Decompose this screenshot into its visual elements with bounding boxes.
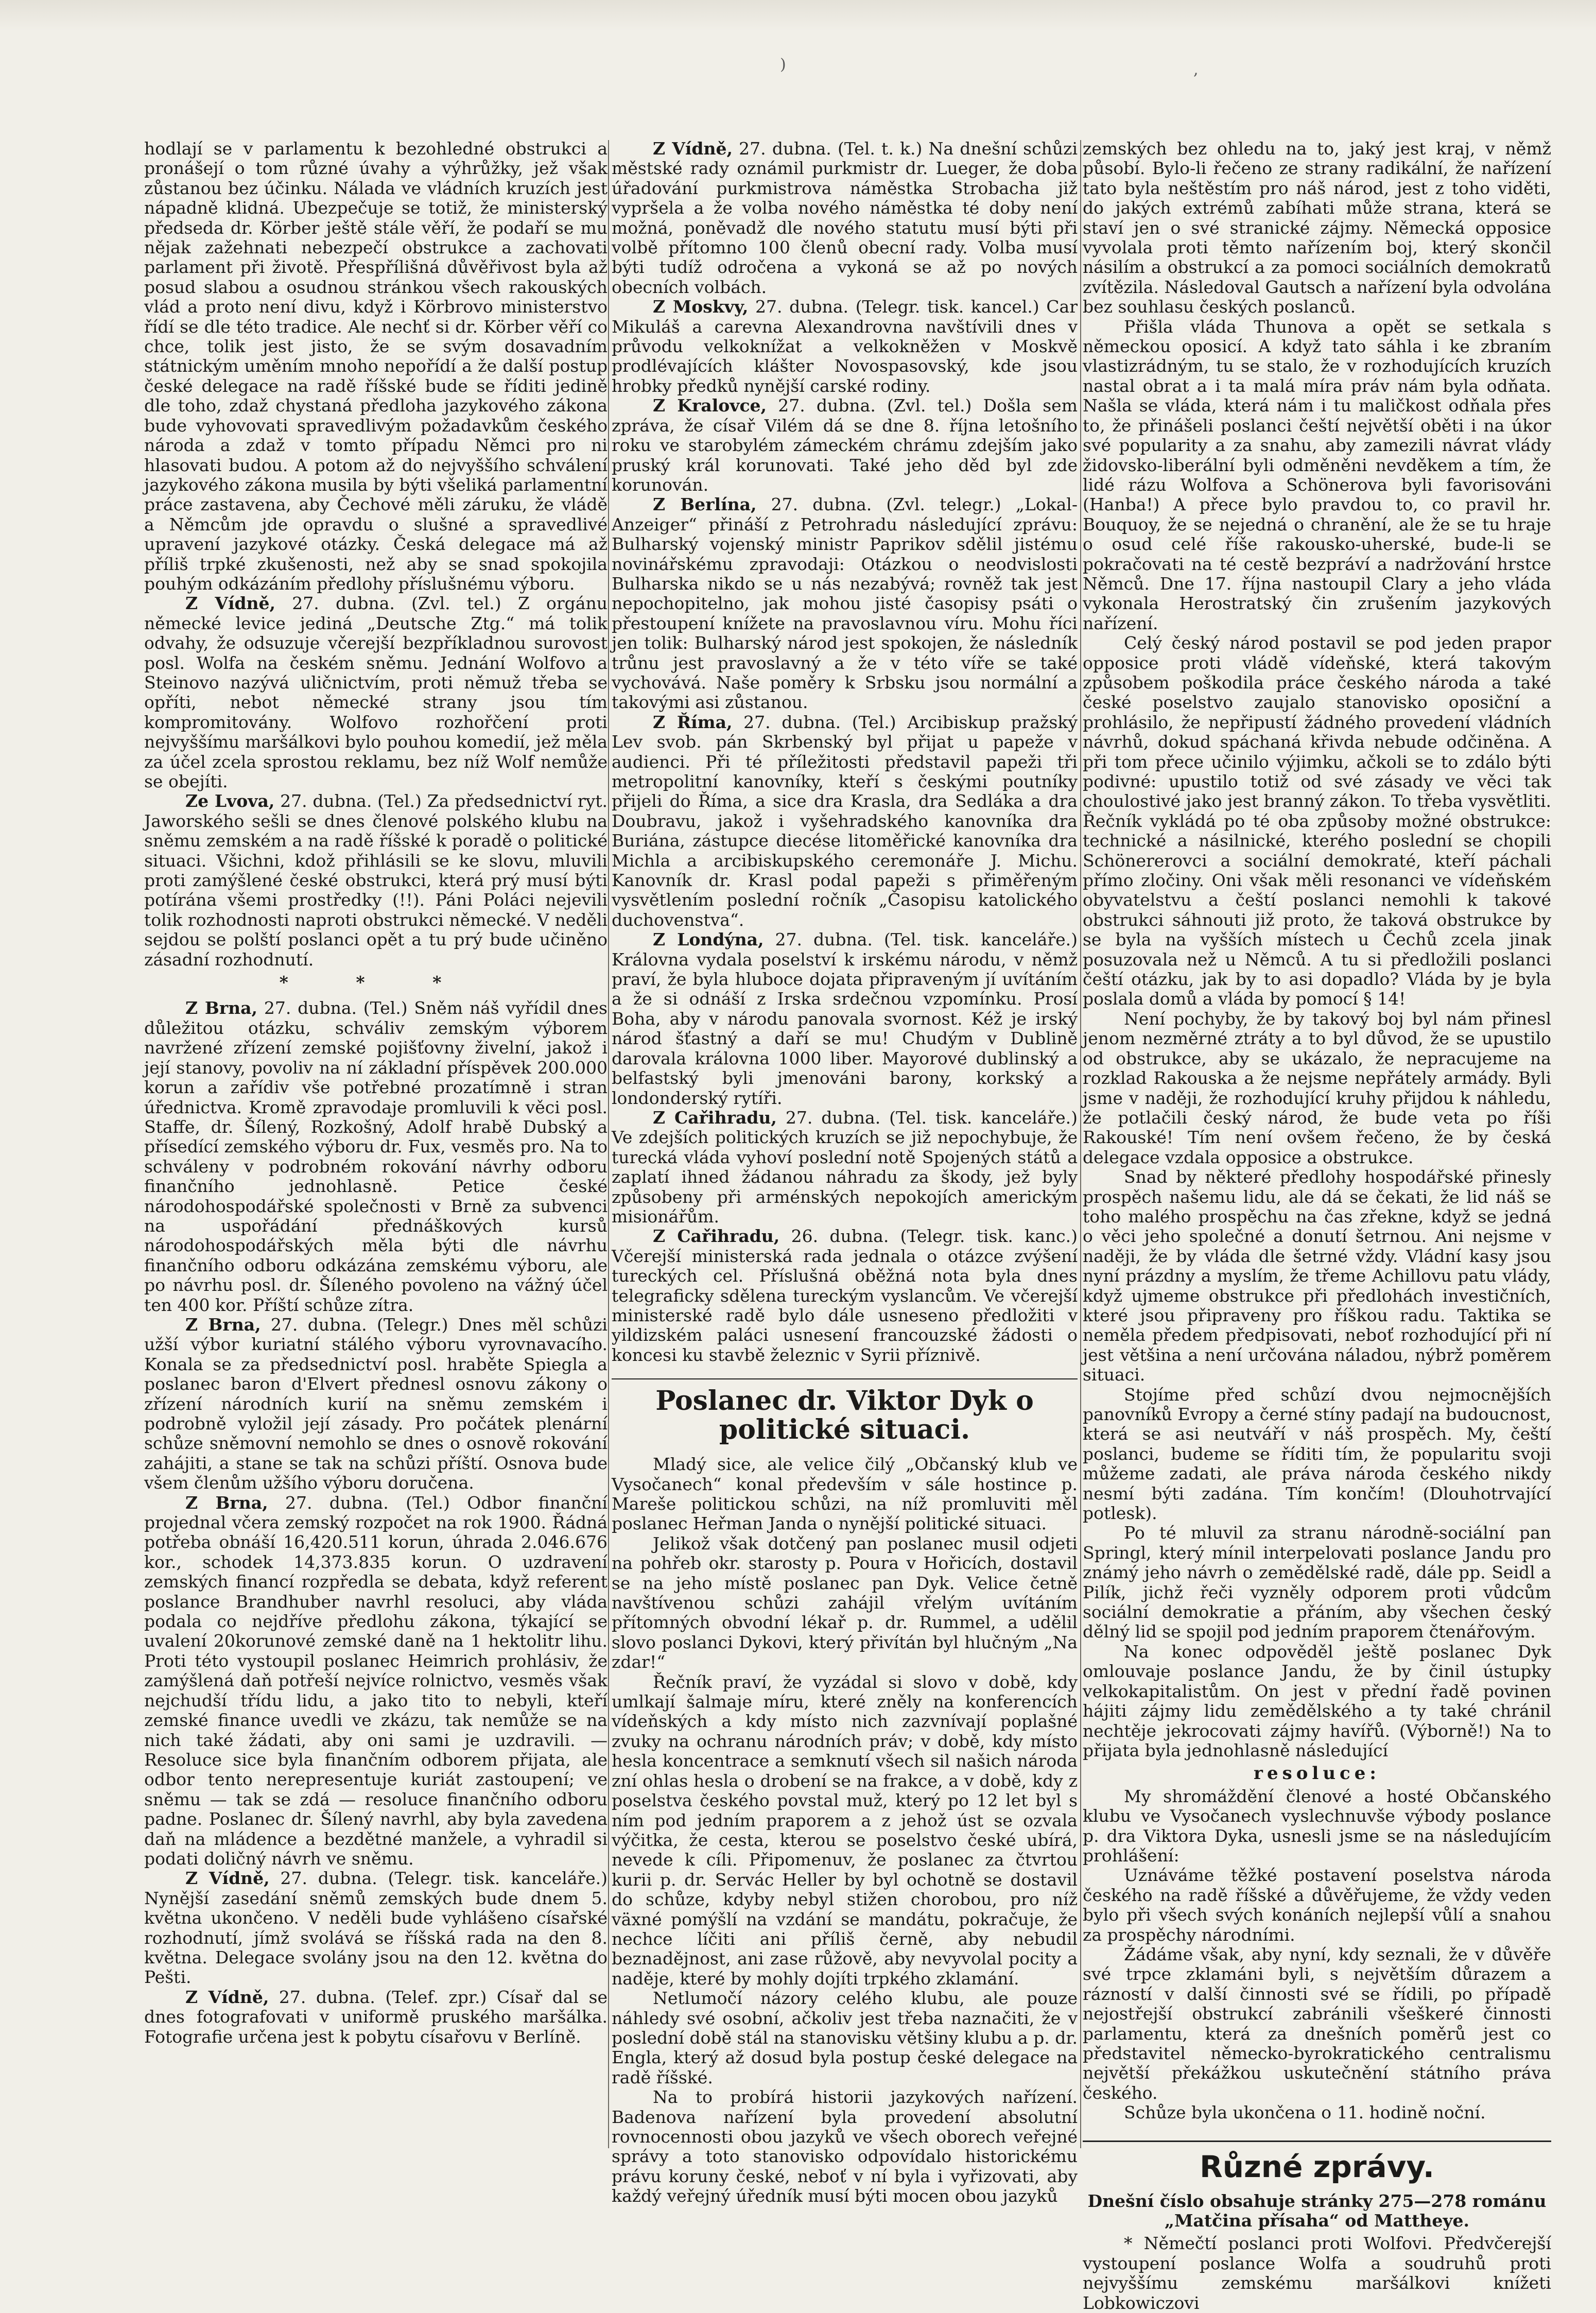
article-paragraph: [612, 1534, 1078, 1672]
paragraph-text: 27. dubna. (Telegr. tisk. kanceláře.) Nynější zasedání sněmů zemských bude dnem 5. května ukončeno. V neděli bude vyhlášeno císařské rozhodnutí, jímž svolává se říšská rada na den 8. května. Delegace svolány jsou na den 12. května do Pešti.: [144, 1868, 608, 1988]
paragraph-text: 27. dubna. (Zvl. tel.) Došla sem zpráva, že císař Vilém dá se dne 8. října letošního roku ve starobylém zámeckém chrámu zdejším jako pruský král korunovati. Také jeho děd byl zde korunován.: [612, 395, 1078, 495]
article-paragraph: [144, 1988, 608, 2047]
article-paragraph: [612, 1227, 1078, 1365]
paragraph-text: 27. dubna. (Telegr. tisk. kancel.) Car Mikuláš a carevna Alexandrovna navštívili dnes v průvodu velkoknížat a velkokněžen v Moskvě prodlévajících klášter Novospasovský, kde jsou hrobky předků nynější carské rodiny.: [612, 297, 1078, 396]
dateline: Z Vídně,: [653, 139, 733, 159]
article-headline: Poslanec dr. Viktor Dyk o politické situaci.: [612, 1378, 1078, 1444]
paragraph-text: Není pochyby, že by takový boj byl nám přinesl jenom nezměrné ztráty a to byl důvod, že se upustilo od obstrukce, aby se ukázalo, že nepracujeme na rozklad Rakouska a že nejsme nepřátely armády. Byli jsme v naději, že rozhodující kruhy přijdou k náhledu, že potlačili český národ, že bude veta po říši Rakouské! Tím není ovšem řečeno, že by česká delegace vzdala opposice a obstrukce.: [1083, 1008, 1551, 1167]
paragraph-text: Celý český národ postavil se pod jeden prapor opposice proti vládě vídeňské, která takovým způsobem poškodila práce českého národa a také české poselstvo zaujalo stanovisko oposiční a prohlásilo, že nepřipustí žádného provedení vládních návrhů, dokud spáchaná křivda nebude odčiněna. A při tom přece učinilo výjimku, ačkoli se to zdálo býti podivné: upustilo totiž od své zásady ve věci tak choulostivé jako jest branný zákon. To třeba vysvětliti. Řečník vykládá po té oba způsoby možné obstrukce: technické a násilnické, kterého poslední se chopili Schönererovci a sociální demokraté, kteří páchali přímo zločiny. Oni však měli resonanci ve vídeňském obyvatelstvu a čeští poslanci nemohli k takové obstrukci sáhnouti již proto, že taková obstrukce by se byla na vyšších místech u Čechů zcela jinak posuzovala než u Němců. A tu si předložili poslanci čeští otázku, jak by to asi dopadlo? Vláda by je byla poslala domů a vláda by pomocí § 14!: [1083, 633, 1551, 1009]
article-paragraph: [1083, 1787, 1551, 1866]
article-paragraph: [144, 139, 608, 594]
paragraph-text: hodlají se v parlamentu k bezohledné obstrukci a pronášejí o tom různé úvahy a výhrůžky, jež však zůstanou bez účinku. Nálada ve vládních kruzích jest nápadně klidná. Ubezpečuje se totiž, že ministerský předseda dr. Körber ještě stále věří, že podaří se mu nějak zažehnati nebezpečí obstrukce a zachovati parlament při životě. Přespřílišná důvěřivost byla až posud slabou a osudnou stránkou všech rakouských vlád a proto není divu, když i Körbrovo ministerstvo řídí se dle této tradice. Ale nechť si dr. Körber věří co chce, tolik jest jisto, že se svým dosavadním státnickým uměním mnoho nepořídí a že další postup české delegace na radě říšské bude se říditi jedině dle toho, zdaž chystaná předloha jazykového zákona bude vyhovovati spravedlivým požadavkům českého národa a zdaž v tomto případu Němci pro ni hlasovati budou. A potom až do nejvyššího schválení jazykového zákona musila by býti všeliká parlamentní práce zastavena, aby Čechové měli záruku, že vládě a Němcům jde opravdu o slušné a spravedlivé upravení jazykové otázky. Česká delegace má až příliš trpké zkušenosti, než aby se snad spokojila pouhým odkázáním předlohy příslušnému výboru.: [144, 139, 608, 594]
dateline: Ze Lvova,: [185, 791, 275, 812]
dateline: Z Kralovce,: [653, 395, 767, 416]
article-paragraph: [144, 1493, 608, 1869]
scan-top-edge: [0, 0, 1596, 31]
dateline: Z Moskvy,: [653, 297, 749, 317]
scan-mark: ): [780, 56, 786, 74]
section-separator: * * *: [279, 972, 473, 993]
column-left: [144, 139, 608, 2199]
paragraph-text: Na to probírá historii jazykových nařízení. Badenova nařízení byla provedení absolutní rovnocennosti obou jazyků ve všech oborech veřejné správy a toto stanovisko odpovídalo historickému právu koruny české, neboť v ní byla i vyřizovati, aby každý veřejný úředník musí býti mocen obou jazyků: [612, 2087, 1078, 2206]
article-paragraph: [1083, 1167, 1551, 1385]
paragraph-text: 27. dubna. (Zvl. tel.) Z orgánu německé levice jediná „Deutsche Ztg.“ má tolik odvahy, že odsuzuje včerejší bezpříkladnou surovost posl. Wolfa na českém sněmu. Jednání Wolfovo a Steinovo nazývá uličnictvím, proti němuž třeba se opříti, nebot německé strany jsou tím kompromitovány. Wolfovo rozhořčení proti nejvyššímu maršálkovi bylo pouhou komedií, jež měla za účel zcela sprostou reklamu, bez níž Wolf nemůže se obejíti.: [144, 593, 608, 791]
paragraph-text: 27. dubna. (Tel.) Odbor finanční projednal včera zemský rozpočet na rok 1900. Řádná potřeba obnáší 16,420.511 korun, úhrada 2.046.676 kor., schodek 14,373.835 korun. O uzdravení zemských financí rozpředla se debata, když referent poslance Brandhuber navrhl resoluci, aby vláda podala co nejdříve předlohu zákona, týkající se uvalení 20korunové zemské daně na 1 hektolitr lihu. Proti této vystoupil poslanec Heimrich prohlásiv, že zamýšlená daň potřeší nejvíce rolnictvo, vesměs však nejchudší třídu lidu, a jako tito to nebyli, kteří zemské finance uvedli ve zkázu, tak nemůže se na nich také žádati, aby oni sami je uzdravili. — Resoluce sice byla finančním odborem přijata, ale odbor tento nerepresentuje kuriát zastoupení; ve sněmu — tak se zdá — resoluce finančního odboru padne. Poslanec dr. Šílený navrhl, aby byla zavedena daň na mládence a bezdětné manžele, a vyhradil si podati doličný návrh ve sněmu.: [144, 1492, 608, 1869]
dateline: Z Říma,: [653, 712, 733, 732]
paragraph-text: Jelikož však dotčený pan poslanec musil odjeti na pohřeb okr. starosty p. Poura v Hořicích, dostavil se na jeho místě poslanec pan Dyk. Velice četně navštívenou schůzi zahájil vřelým uvítáním přítomných obvodní lékař p. dr. Rummel, a udělil slovo poslanci Dykovi, který přivítán byl hlučným „Na zdar!“: [612, 1533, 1078, 1672]
article-paragraph: [1083, 317, 1551, 634]
paragraph-text: 27. dubna. (Telegr.) Dnes měl schůzi užší výbor kuriatní stálého výboru vyrovnavacího. Konala se za předsednictví posl. hraběte Spiegla a poslanec baron d'Elvert přednesl osnovu zákony o zřízení národních kurií na sněmu zemském i podrobně vyložil její zásady. Pro počátek plenární schůze sněmovní nemohlo se dnes o osnově rokování zahájiti, a stane se tak na schůzi příští. Osnova bude všem členům užšího výboru doručena.: [144, 1314, 608, 1493]
article-paragraph: [612, 495, 1078, 712]
paragraph-text: 27. dubna. (Zvl. telegr.) „Lokal-Anzeiger“ přináší z Petrohradu následující zprávu: Bulharský vojenský ministr Paprikov sdělil jistému novinářskému zpravodaji: Otázkou o neodvislosti Bulharska nikdo se u nás nezabývá; rovněž tak jest nepochopitelno, jak mohou jisté časopisy psáti o přestoupení knížete na pravoslavnou víru. Mohu říci jen tolik: Bulharský národ jest spokojen, že následník trůnu jest pravoslavný a že v této víře se také vychovává. Naše poměry k Srbsku jsou normální a takovými asi zůstanou.: [612, 494, 1078, 713]
article-paragraph: [612, 1108, 1078, 1227]
article-paragraph: [612, 1455, 1078, 1534]
article-paragraph: [1083, 1945, 1551, 2103]
dateline: Z Berlína,: [653, 494, 757, 515]
article-paragraph: [144, 791, 608, 970]
article-paragraph: [612, 297, 1078, 396]
paragraph-text: Mladý sice, ale velice čilý „Občanský klub ve Vysočanech“ konal především v sále hostince p. Mareše politickou schůzi, na níž promluviti měl poslanec Heřman Janda o nynější politické situaci.: [612, 1454, 1078, 1534]
dateline: Z Vídně,: [185, 1868, 270, 1889]
article-paragraph: [144, 998, 608, 1315]
paragraph-text: Řečník praví, že vyzádal si slovo v době, kdy umlkají šalmaje míru, které zněly na konferencích vídeňských a kdy místo nich zazvnívají poplašné zvuky na ochranu národních práv; v době, kdy místo hesla koncentrace a semknutí všech sil našich národa zní ohlas hesla o drobení se na frakce, a v době, kdy z poselstva českého povstal muž, který po 12 let byl s ním pod jedním praporem a z jehož úst se ozvala výčitka, že cesta, kterou se poselstvo české ubírá, nevede k cíli. Připomenuv, že poslanec za čtvrtou kurii p. dr. Servác Heller by byl ochotně se dostavil do schůze, kdyby nebyl stižen chorobou, pro níž växné pomýšlí na vzdání se mandátu, pokračuje, že nechce líčiti ani příliš černě, aby nebudil beznadějnost, ani zase růžově, aby nevyvolal pocity a naděje, které by mohly dojíti trpkého zklamání.: [612, 1671, 1078, 1989]
paragraph-text: 27. dubna. (Tel.) Za předsednictví ryt. Jaworského sešli se dnes členové polského klubu na sněmu zemském a na radě říšské k poradě o politické situaci. Všichni, kdož přihlásili se ke slovu, mluvili proti zamýšlené české obstrukci, která prý musí býti potírána všemi prostředky (!!). Páni Poláci nejevili tolik rozhodnosti naproti obstrukci německé. V neděli sejdou se polští poslanci opět a tu prý bude učiněno zásadní rozhodnutí.: [144, 791, 608, 970]
paragraph-text: 27. dubna. (Tel. tisk. kanceláře.) Ve zdejších politických kruzích se již nepochybuje, že turecká vláda vyhoví poslední notě Spojených států a zaplatí ihned žádanou náhradu za škody, jež byly způsobeny při arménských nepokojích americkým misionářům.: [612, 1107, 1078, 1227]
dateline: Z Cařihradu,: [653, 1226, 780, 1247]
article-paragraph: [1083, 1385, 1551, 1524]
paragraph-text: 27. dubna. (Tel.) Arcibiskup pražský Lev svob. pán Skrbenský byl přijat u papeže v audienci. Při té příležitosti představil papeži tři metropolitní kanovníky, kteří s českými poutníky přijeli do Říma, a sice dra Krasla, dra Sedláka a dra Doubravu, jakož i vyšehradského kanovníka dra Buriána, zástupce diecése litoměřické kanovníka dra Michla a arcibiskupského ceremonáře J. Michu. Kanovník dr. Krasl podal papeži s přiměřeným vysvětlením poslední ročník „Časopisu katolického duchovenstva“.: [612, 712, 1078, 930]
article-paragraph: [1083, 2234, 1551, 2313]
paragraph-text: zemských bez ohledu na to, jaký jest kraj, v němž působí. Bylo-li řečeno ze strany radikální, že nařízení tato byla neštěstím pro náš národ, jest z toho viděti, do jakých extrémů zabíhati může strana, která se staví jen o své stranické zájmy. Německá opposice vyvolala proti těmto nařízením boj, který skončil násilím a obstrukcí a za pomoci sociálních demokratů zvítězila. Následoval Gautsch a nařízení byla odvolána bez souhlasu českých poslanců.: [1083, 139, 1551, 317]
scan-mark: ,: [1193, 61, 1199, 79]
column-right: [1083, 139, 1551, 2313]
dateline: Z Brna,: [185, 1492, 268, 1513]
paragraph-text: 27. dubna. (Tel.) Sněm náš vyřídil dnes důležitou otázku, schváliv zemským výborem navržené zřízení zemské pojišťovny živelní, jakož i její stanovy, povoliv na ní základní příspěvek 200.000 korun a zařídiv vše potřebné prozatímně i stran úřednictva. Kromě zpravodaje promluvili k věci posl. Staffe, dr. Šílený, Rozkošný, Adolf hrabě Dubský a přísedící zemského výboru dr. Fux, vesměs pro. Na to schváleny v podrobném rokování návrhy odboru finančního jednohlasně. Petice české národohospodářské společnosti v Brně za subvenci na uspořádání přednáškových kursů národohospodářských měla býti dle návrhu finančního odboru odkázána zemskému výboru, ale po návrhu posl. dr. Šíleného povoleno na vážný účel ten 400 kor. Příští schůze zítra.: [144, 998, 608, 1315]
article-paragraph: [1083, 2103, 1551, 2122]
dateline: Z Brna,: [185, 998, 258, 1019]
article-paragraph: [612, 396, 1078, 495]
paragraph-text: Přišla vláda Thunova a opět se setkala s německou oposicí. A když tato sáhla i ke zbraním vlastizrádným, tu se stalo, že v rozhodujících kruzích nastal obrat a i ta malá míra práv nám byla odňata. Našla se vláda, která nám i tu maličkost odňala přes to, že přinášeli poslanci čeští největší oběti i na úkor své popularity a za snahu, aby zamezili návrat vlády židovsko-liberální byli odměněni nevděkem a tím, že lidé rázu Wolfova a Schönerova byli favorisováni (Hanba!) A přece bylo pravdou to, co pravil hr. Bouquoy, že se nejedná o chranění, ale že se tu hraje o osud celé říše rakousko-uherské, bude-li se pokračovati na té cestě bezpráví a nadržování hrstce Němců. Dne 17. října nastoupil Clary a jeho vláda vykonala Herostratský čin zrušením jazykových nařízení.: [1083, 316, 1551, 633]
article-paragraph: [1083, 633, 1551, 1009]
article-paragraph: [612, 139, 1078, 297]
paragraph-text: Snad by některé předlohy hospodářské přinesly prospěch našemu lidu, ale dá se čekati, že lid náš se toho malého prospěchu na čas zřekne, když se jedná o věci jeho společné a donutí šetrnou. Ani nejsme v naději, že by vláda dle šetrné vždy. Vládní kasy jsou nyní prázdny a myslím, že třeme Achillovu patu vlády, když ujmeme obstrukce při předlohách investičních, které jsou připraveny pro říškou radu. Taktika se neměla předem předpisovati, neboť rozhodující při ní jest většina a není určována náladou, nýbrž poměrem situaci.: [1083, 1167, 1551, 1385]
article-paragraph: [1083, 1866, 1551, 1945]
paragraph-text: Schůze byla ukončena o 11. hodině noční.: [1124, 2102, 1486, 2123]
article-paragraph: [1083, 1642, 1551, 1760]
paragraph-text: 27. dubna. (Tel. tisk. kanceláře.) Královna vydala poselství k irskému národu, v němž praví, že byla hluboce dojata připraveným jí uvítáním a že si odnáší z Irska srdečnou vzpomínku. Prosí Boha, aby v národu panovala svornost. Kéž je irský národ šťastný a daří se mu! Chudým v Dublině darovala královna 1000 liber. Mayorové dublinský a belfastský byli jmenováni barony, korkský a londonderský rytíři.: [612, 929, 1078, 1108]
dateline: Z Cařihradu,: [653, 1107, 777, 1128]
paragraph-text: Po té mluvil za stranu národně-sociální pan Springl, který mínil interpelovati poslance Jandu pro známý jeho návrh o zemědělské radě, dále pp. Seidl a Pilík, jichž řeči vyzněly odporem proti vůdcům sociální demokratie a přáním, aby všechen český dělný lid se spojil pod jedním praporem čtenářovým.: [1083, 1523, 1551, 1642]
article-paragraph: [612, 1672, 1078, 1989]
article-paragraph: [144, 1869, 608, 1987]
dateline: Z Vídně,: [185, 593, 276, 614]
paragraph-text: * Němečtí poslanci proti Wolfovi. Předvčerejší vystoupení poslance Wolfa a soudruhů proti nejvyššímu zemskému maršálkovi knížeti Lobkowiczovi: [1083, 2233, 1551, 2313]
paragraph-text: Žádáme však, aby nyní, kdy seznali, že v důvěře své trpce zklamáni byli, s největším důrazem a rázností v další činnosti své se řídili, po případě nejostřejší obstrukcí zabránili všeškeré činnosti parlamentu, která za dnešních poměrů jest co představitel německo-byrokratického centralismu největší překážkou uskutečnění státního práva českého.: [1083, 1944, 1551, 2103]
article-paragraph: [1083, 1523, 1551, 1642]
section-headline: Různé zprávy.: [1083, 2141, 1551, 2183]
article-paragraph: [612, 713, 1078, 930]
column-divider: [608, 140, 609, 2148]
paragraph-text: Netlumočí názory celého klubu, ale pouze náhledy své osobní, ačkoliv jest třeba naznačiti, že v poslední době stál na stanovisku většiny klubu a p. dr. Engla, který až dosud byla postup české delegace na radě říšské.: [612, 1988, 1078, 2087]
article-paragraph: [612, 2087, 1078, 2206]
article-paragraph: [612, 1989, 1078, 2087]
article-paragraph: [144, 594, 608, 791]
paragraph-text: My shromáždění členové a hosté Občanského klubu ve Vysočanech vyslechnuvše výbody poslance p. dra Viktora Dyka, usnesli jsme se na následujícím prohlášení:: [1083, 1786, 1551, 1866]
article-paragraph: [1083, 1009, 1551, 1167]
resolution-heading: resoluce:: [1254, 1763, 1380, 1784]
dateline: Z Londýna,: [653, 929, 764, 950]
paragraph-text: 27. dubna. (Tel. t. k.) Na dnešní schůzi městské rady oznámil purkmistr dr. Lueger, že doba úřadování purkmistrova náměstka Strobacha již vypršela a že volba nového náměstka té doby není možná, poněvadž dle nového statutu musí býti při volbě přítomno 100 členů obecní rady. Volba musí býti tudíž odročena a vykoná se až po nových obecních volbách.: [612, 139, 1078, 297]
notice-text: Dnešní číslo obsahuje stránky 275—278 románu „Matčina přísaha“ od Mattheye.: [1087, 2190, 1547, 2231]
paragraph-text: Uznáváme těžké postavení poselstva národa českého na radě říšské a důvěřujeme, že vždy veden bylo při všech svých konáních nejlepší vůlí a snahou za prospěchy národními.: [1083, 1865, 1551, 1945]
article-paragraph: [1083, 139, 1551, 317]
article-paragraph: [612, 930, 1078, 1108]
column-middle: [612, 139, 1078, 2206]
dateline: Z Vídně,: [185, 1987, 269, 2007]
column-divider: [1080, 140, 1081, 2148]
paragraph-text: Stojíme před schůzí dvou nejmocnějších panovníků Evropy a černé stíny padají na budoucnost, která se asi neutváří v náš prospěch. My, čeští poslanci, budeme se říditi tím, že popularitu svoji můžeme zadati, ale práva národa českého nikdy nesmí býti zadána. Tím končím! (Dlouhotrvající potlesk).: [1083, 1384, 1551, 1524]
paragraph-text: 26. dubna. (Telegr. tisk. kanc.) Včerejší ministerská rada jednala o otázce zvýšení tureckých cel. Příslušná oběžná nota byla dnes telegraficky sdělena tureckým vyslancům. Ve včerejší ministerské radě bylo dále usneseno předložiti v yildizském paláci usnesení francouzské žádosti o koncesi ku stavbě železnic v Syrii příznivě.: [612, 1226, 1078, 1365]
dateline: Z Brna,: [185, 1314, 261, 1335]
article-paragraph: [144, 1315, 608, 1493]
paragraph-text: 27. dubna. (Telef. zpr.) Císař dal se dnes fotografovati v uniformě pruského maršálka. Fotografie určena jest k pobytu císařovu v Berlíně.: [144, 1987, 608, 2047]
paragraph-text: Na konec odpověděl ještě poslanec Dyk omlouvaje poslance Jandu, že by činil ústupky velkokapitalistům. On jest v přední řadě povinen hájiti zájmy lidu zemědělského a ty také chránil nechtěje jekrocovati zájmy havířů. (Výborně!) Na to přijata byla jednohlasně následující: [1083, 1641, 1551, 1760]
